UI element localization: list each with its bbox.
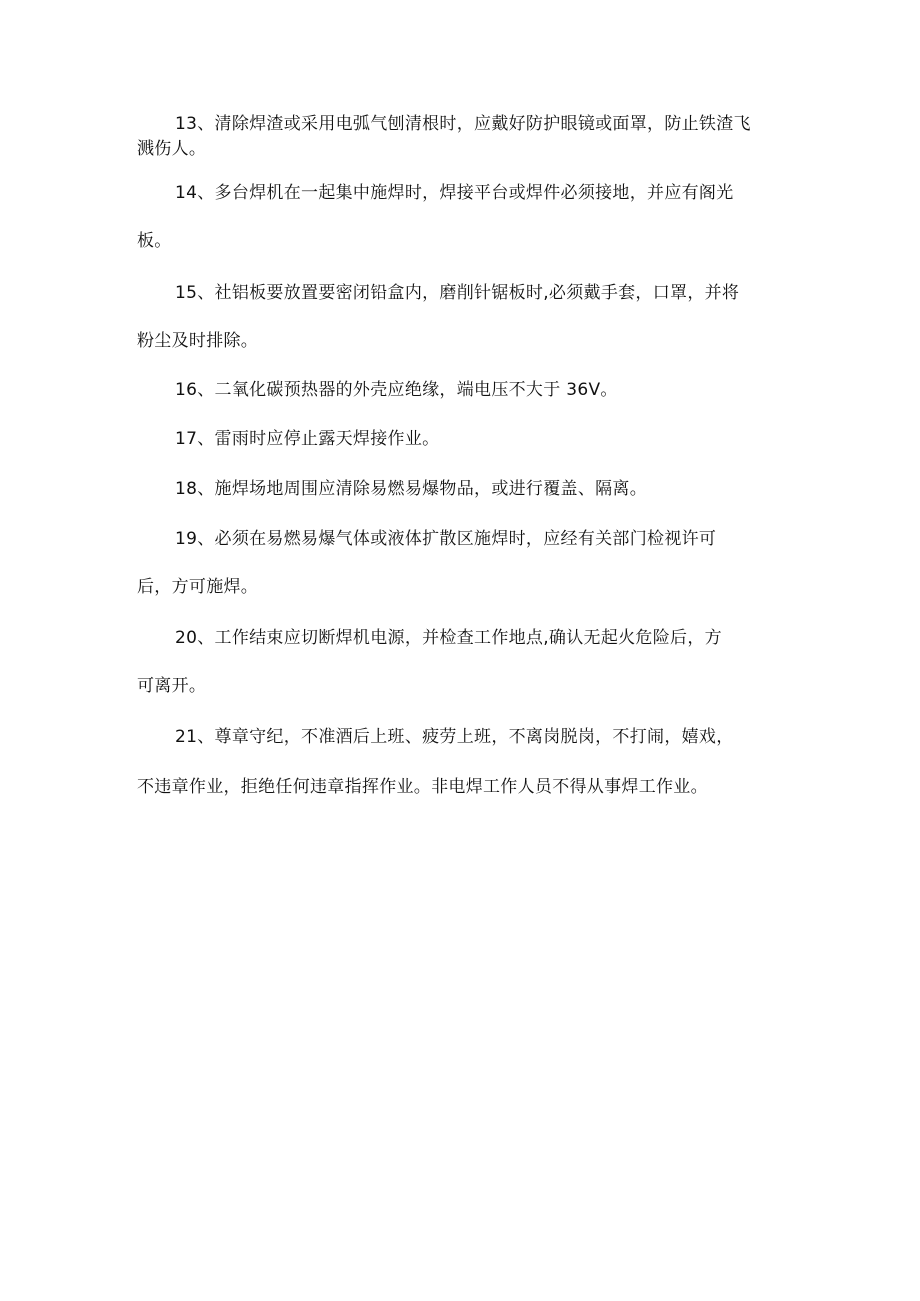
paragraph-line: 15、社铝板要放置要密闭铅盒内，磨削针锯板时,必须戴手套，口罩，并将 — [175, 283, 740, 303]
paragraph-line: 粉尘及时排除。 — [137, 331, 259, 351]
paragraph-line: 19、必须在易燃易爆气体或液体扩散区施焊时，应经有关部门检视许可 — [175, 529, 717, 549]
paragraph-line: 20、工作结束应切断焊机电源，并检查工作地点,确认无起火危险后，方 — [175, 628, 722, 648]
paragraph-line: 板。 — [137, 231, 172, 251]
paragraph-line: 21、尊章守纪，不准酒后上班、疲劳上班，不离岗脱岗，不打闹，嬉戏， — [175, 727, 734, 747]
paragraph-line: 18、施焊场地周围应清除易燃易爆物品，或进行覆盖、隔离。 — [175, 479, 648, 499]
rule-15-paragraph — [137, 281, 787, 354]
rule-19-paragraph — [137, 527, 787, 600]
rule-18-paragraph — [137, 477, 787, 502]
paragraph-line: 溅伤人。 — [137, 139, 207, 159]
rule-14-paragraph — [137, 181, 787, 254]
paragraph-line: 17、雷雨时应停止露天焊接作业。 — [175, 429, 440, 449]
rule-16-paragraph — [137, 378, 787, 403]
paragraph-line: 13、清除焊渣或采用电弧气刨清根时，应戴好防护眼镜或面罩，防止铁渣飞 — [175, 114, 751, 134]
paragraph-line: 14、多台焊机在一起集中施焊时，焊接平台或焊件必须接地，并应有阁光 — [175, 183, 734, 203]
paragraph-line: 16、二氧化碳预热器的外壳应绝缘，端电压不大于 36V。 — [175, 380, 618, 400]
paragraph-line: 可离开。 — [137, 676, 207, 696]
rule-17-paragraph — [137, 427, 787, 452]
paragraph-line: 不违章作业，拒绝任何违章指挥作业。非电焊工作人员不得从事焊工作业。 — [137, 777, 708, 797]
rule-20-paragraph — [137, 626, 787, 699]
rule-21-paragraph — [137, 725, 787, 800]
rule-13-paragraph — [137, 112, 787, 162]
paragraph-line: 后，方可施焊。 — [137, 577, 259, 597]
